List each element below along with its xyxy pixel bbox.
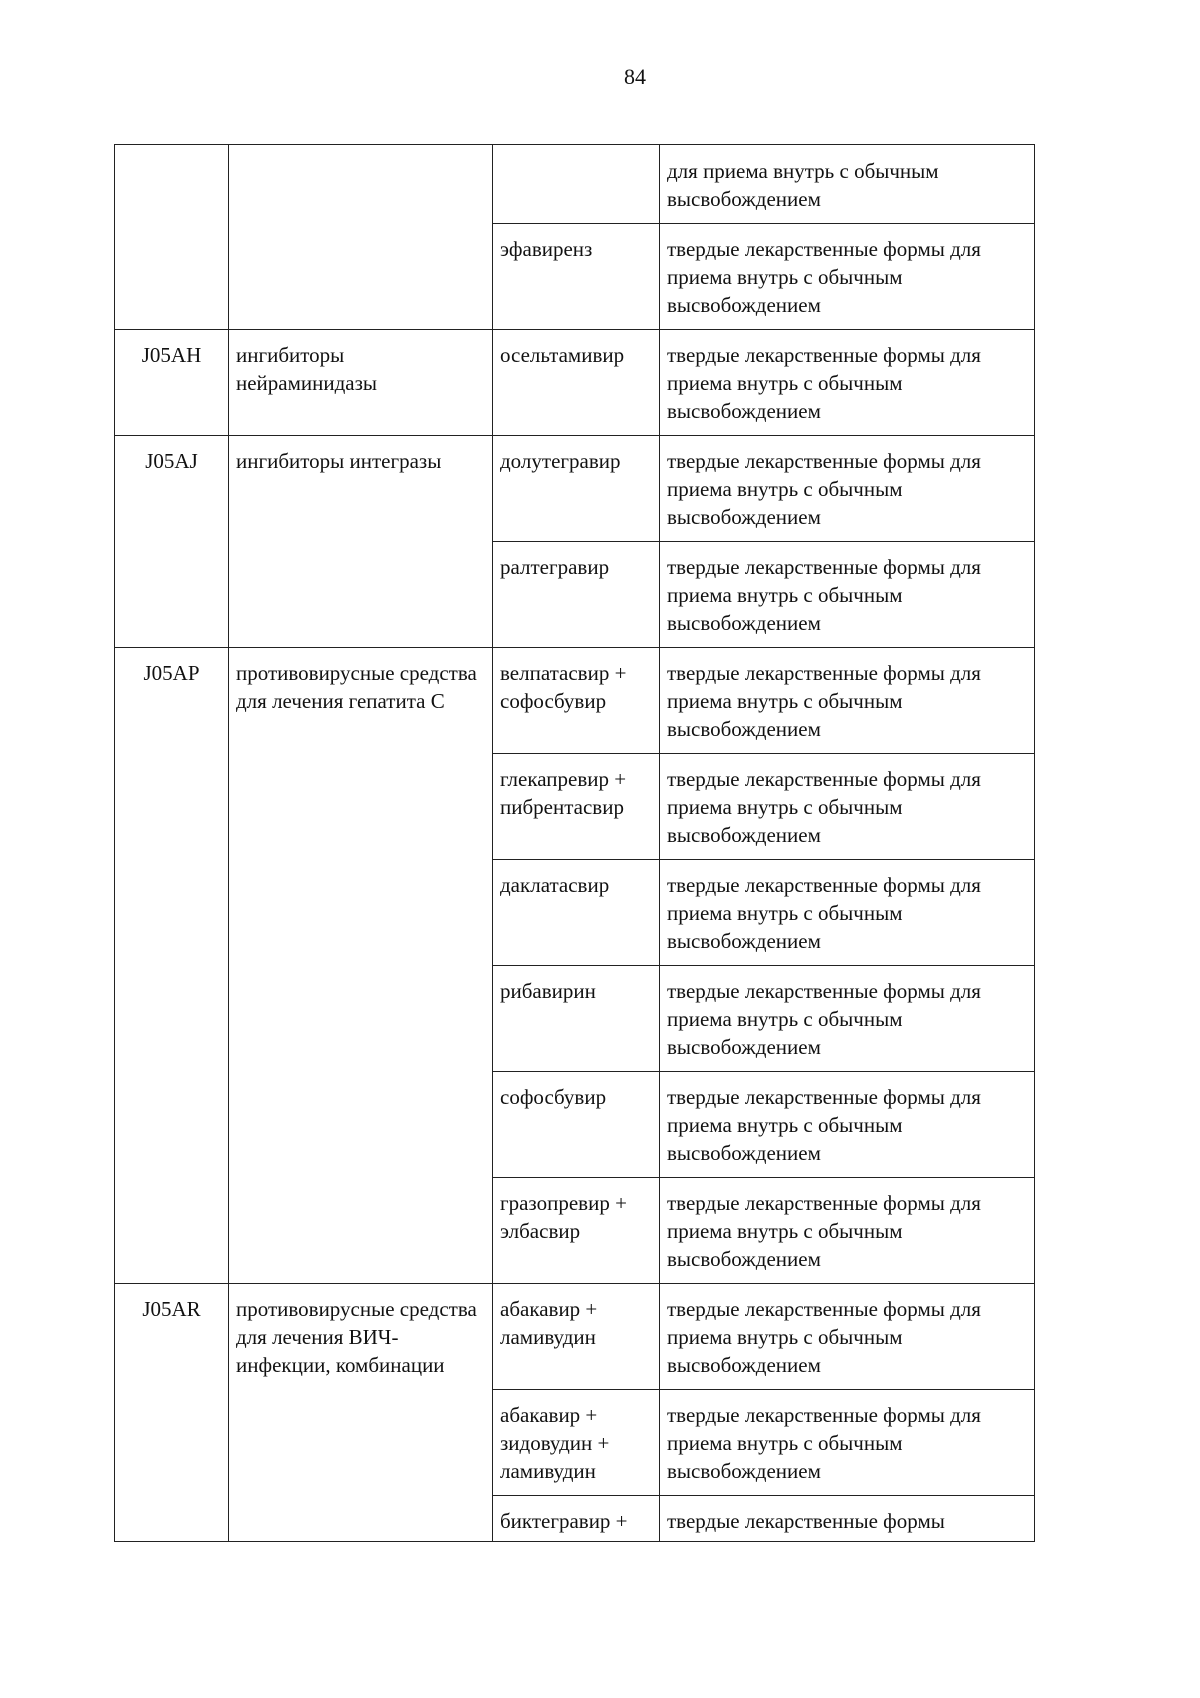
atc-code-cell: J05AJ <box>115 436 229 648</box>
dosage-form-cell: твердые лекарственные формы для приема внутрь с обычным высвобождением <box>660 966 1035 1072</box>
dosage-form-cell: твердые лекарственные формы для приема внутрь с обычным высвобождением <box>660 330 1035 436</box>
drug-cell: абакавир + ламивудин <box>493 1284 660 1390</box>
atc-code-cell: J05AH <box>115 330 229 436</box>
dosage-form-cell: твердые лекарственные формы для приема внутрь с обычным высвобождением <box>660 860 1035 966</box>
drug-cell: биктегравир + <box>493 1496 660 1542</box>
atc-code-cell <box>115 145 229 330</box>
table-row <box>115 1284 1035 1390</box>
drug-cell: велпатасвир + софосбувир <box>493 648 660 754</box>
group-cell: ингибиторы интегразы <box>229 436 493 648</box>
drug-cell: глекапревир + пибрентасвир <box>493 754 660 860</box>
dosage-form-cell: твердые лекарственные формы для приема внутрь с обычным высвобождением <box>660 1178 1035 1284</box>
dosage-form-cell: твердые лекарственные формы для приема внутрь с обычным высвобождением <box>660 1284 1035 1390</box>
dosage-form-cell: твердые лекарственные формы для приема внутрь с обычным высвобождением <box>660 1072 1035 1178</box>
group-cell <box>229 145 493 330</box>
page-number: 84 <box>624 64 646 89</box>
table-row <box>115 648 1035 754</box>
dosage-form-cell: твердые лекарственные формы для приема внутрь с обычным высвобождением <box>660 224 1035 330</box>
drug-cell: абакавир + зидовудин + ламивудин <box>493 1390 660 1496</box>
drug-cell: софосбувир <box>493 1072 660 1178</box>
group-cell: ингибиторы нейраминидазы <box>229 330 493 436</box>
drug-cell: осельтамивир <box>493 330 660 436</box>
dosage-form-cell: твердые лекарственные формы для приема внутрь с обычным высвобождением <box>660 648 1035 754</box>
drug-cell <box>493 145 660 224</box>
dosage-form-cell: для приема внутрь с обычным высвобождением <box>660 145 1035 224</box>
table-row <box>115 436 1035 542</box>
group-cell: противовирусные средства для лечения гепатита С <box>229 648 493 1284</box>
drug-cell: ралтегравир <box>493 542 660 648</box>
drug-cell: долутегравир <box>493 436 660 542</box>
table-row <box>115 330 1035 436</box>
drug-cell: эфавиренз <box>493 224 660 330</box>
dosage-form-cell: твердые лекарственные формы для приема внутрь с обычным высвобождением <box>660 542 1035 648</box>
drug-cell: даклатасвир <box>493 860 660 966</box>
atc-code-cell: J05AR <box>115 1284 229 1542</box>
dosage-form-cell: твердые лекарственные формы <box>660 1496 1035 1542</box>
dosage-form-cell: твердые лекарственные формы для приема внутрь с обычным высвобождением <box>660 1390 1035 1496</box>
drug-cell: рибавирин <box>493 966 660 1072</box>
group-cell: противовирусные средства для лечения ВИЧ-инфекции, комбинации <box>229 1284 493 1542</box>
drug-cell: гразопревир + элбасвир <box>493 1178 660 1284</box>
dosage-form-cell: твердые лекарственные формы для приема внутрь с обычным высвобождением <box>660 754 1035 860</box>
dosage-form-cell: твердые лекарственные формы для приема внутрь с обычным высвобождением <box>660 436 1035 542</box>
table-row <box>115 145 1035 224</box>
atc-code-cell: J05AP <box>115 648 229 1284</box>
drug-table <box>114 144 1035 1542</box>
